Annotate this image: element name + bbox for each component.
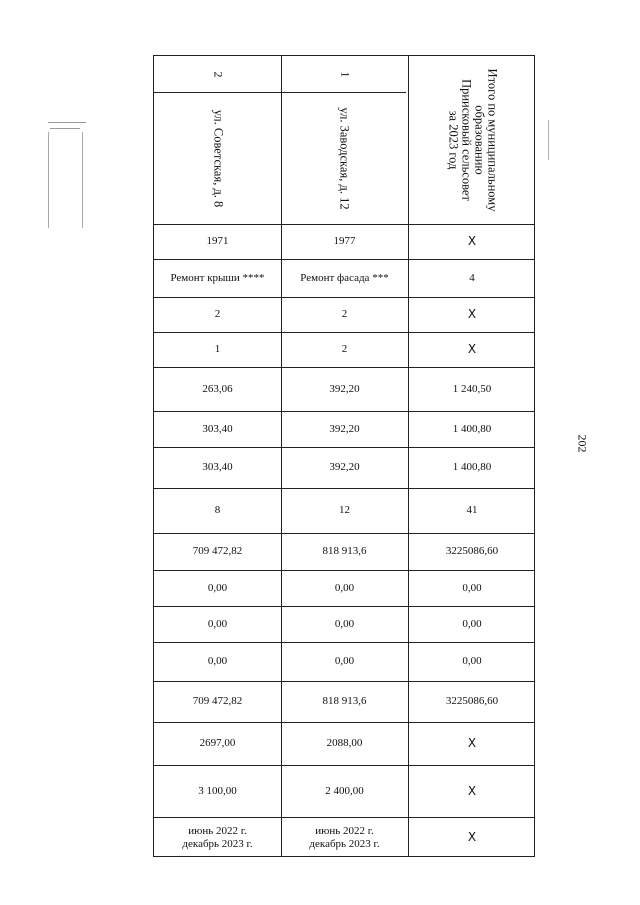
total-header-line: образованию xyxy=(472,105,486,175)
table-cell: 3 100,00 xyxy=(198,784,237,797)
x-mark: X xyxy=(467,830,477,844)
column-number-2: 2 xyxy=(211,71,225,77)
table-cell: июнь 2022 г. декабрь 2023 г. xyxy=(309,824,380,850)
total-header xyxy=(408,56,536,224)
total-header-line: за 2023 год xyxy=(446,110,460,170)
table-cell: 1 240,50 xyxy=(452,382,492,395)
table-cell: 3225086,60 xyxy=(445,695,499,707)
x-mark: X xyxy=(467,736,477,750)
table-cell: 2 xyxy=(341,308,348,320)
table-cell: Ремонт крыши **** xyxy=(170,271,265,284)
table-cell: 1 xyxy=(214,343,221,355)
table-cell: 263,06 xyxy=(202,382,233,395)
table-cell: 392,20 xyxy=(329,422,360,435)
table-cell: 1 400,80 xyxy=(452,422,492,435)
total-header-line: Приисковый сельсовет xyxy=(459,79,473,201)
x-mark: X xyxy=(467,783,477,798)
address-zavodskaya: ул. Заводская, д. 12 xyxy=(338,106,352,210)
address-sovetskaya: ул. Советская, д. 8 xyxy=(210,109,225,207)
table-cell: 0,00 xyxy=(334,581,355,594)
table-cell: 2697,00 xyxy=(199,737,236,749)
table-cell: 0,00 xyxy=(207,581,228,594)
faint-stamp-mark xyxy=(46,120,92,232)
data-table xyxy=(153,55,535,857)
scan-edge-mark xyxy=(548,120,549,160)
table-cell: 709 472,82 xyxy=(192,545,243,557)
table-cell: 392,20 xyxy=(329,461,360,473)
table-cell: 0,00 xyxy=(334,655,355,667)
table-cell: 4 xyxy=(469,271,475,284)
total-header-line: Итого по муниципальному xyxy=(485,68,499,212)
table-cell: 709 472,82 xyxy=(192,695,243,707)
x-mark: X xyxy=(467,307,477,321)
column-number-1: 1 xyxy=(338,71,352,77)
table-cell: 1 400,80 xyxy=(452,461,492,473)
table-cell: 818 913,6 xyxy=(322,545,367,557)
table-cell: 303,40 xyxy=(202,461,233,473)
table-cell: 303,40 xyxy=(202,422,233,435)
table-cell: 0,00 xyxy=(334,617,355,630)
table-cell: 0,00 xyxy=(462,655,482,667)
table-cell: 2 400,00 xyxy=(325,784,364,797)
table-cell: 8 xyxy=(214,504,221,516)
table-cell: 0,00 xyxy=(207,655,228,667)
table-cell: 1971 xyxy=(206,235,229,247)
table-cell: 3225086,60 xyxy=(445,545,499,557)
page-number: 202 xyxy=(575,434,590,453)
table-cell: 2 xyxy=(214,308,221,320)
table-cell: 1977 xyxy=(333,235,356,247)
table-cell: 2088,00 xyxy=(326,737,363,749)
table-cell: 392,20 xyxy=(329,382,360,395)
x-mark: X xyxy=(467,342,477,356)
x-mark: X xyxy=(467,234,477,248)
table-cell: Ремонт фасада *** xyxy=(300,271,389,284)
table-cell: 0,00 xyxy=(462,617,482,630)
table-cell: 818 913,6 xyxy=(322,695,367,707)
table-cell: 0,00 xyxy=(207,617,228,630)
table-cell: июнь 2022 г. декабрь 2023 г. xyxy=(182,824,253,850)
table-cell: 41 xyxy=(466,504,478,516)
table-cell: 12 xyxy=(339,504,350,516)
table-cell: 2 xyxy=(341,343,348,355)
table-cell: 0,00 xyxy=(462,581,482,594)
